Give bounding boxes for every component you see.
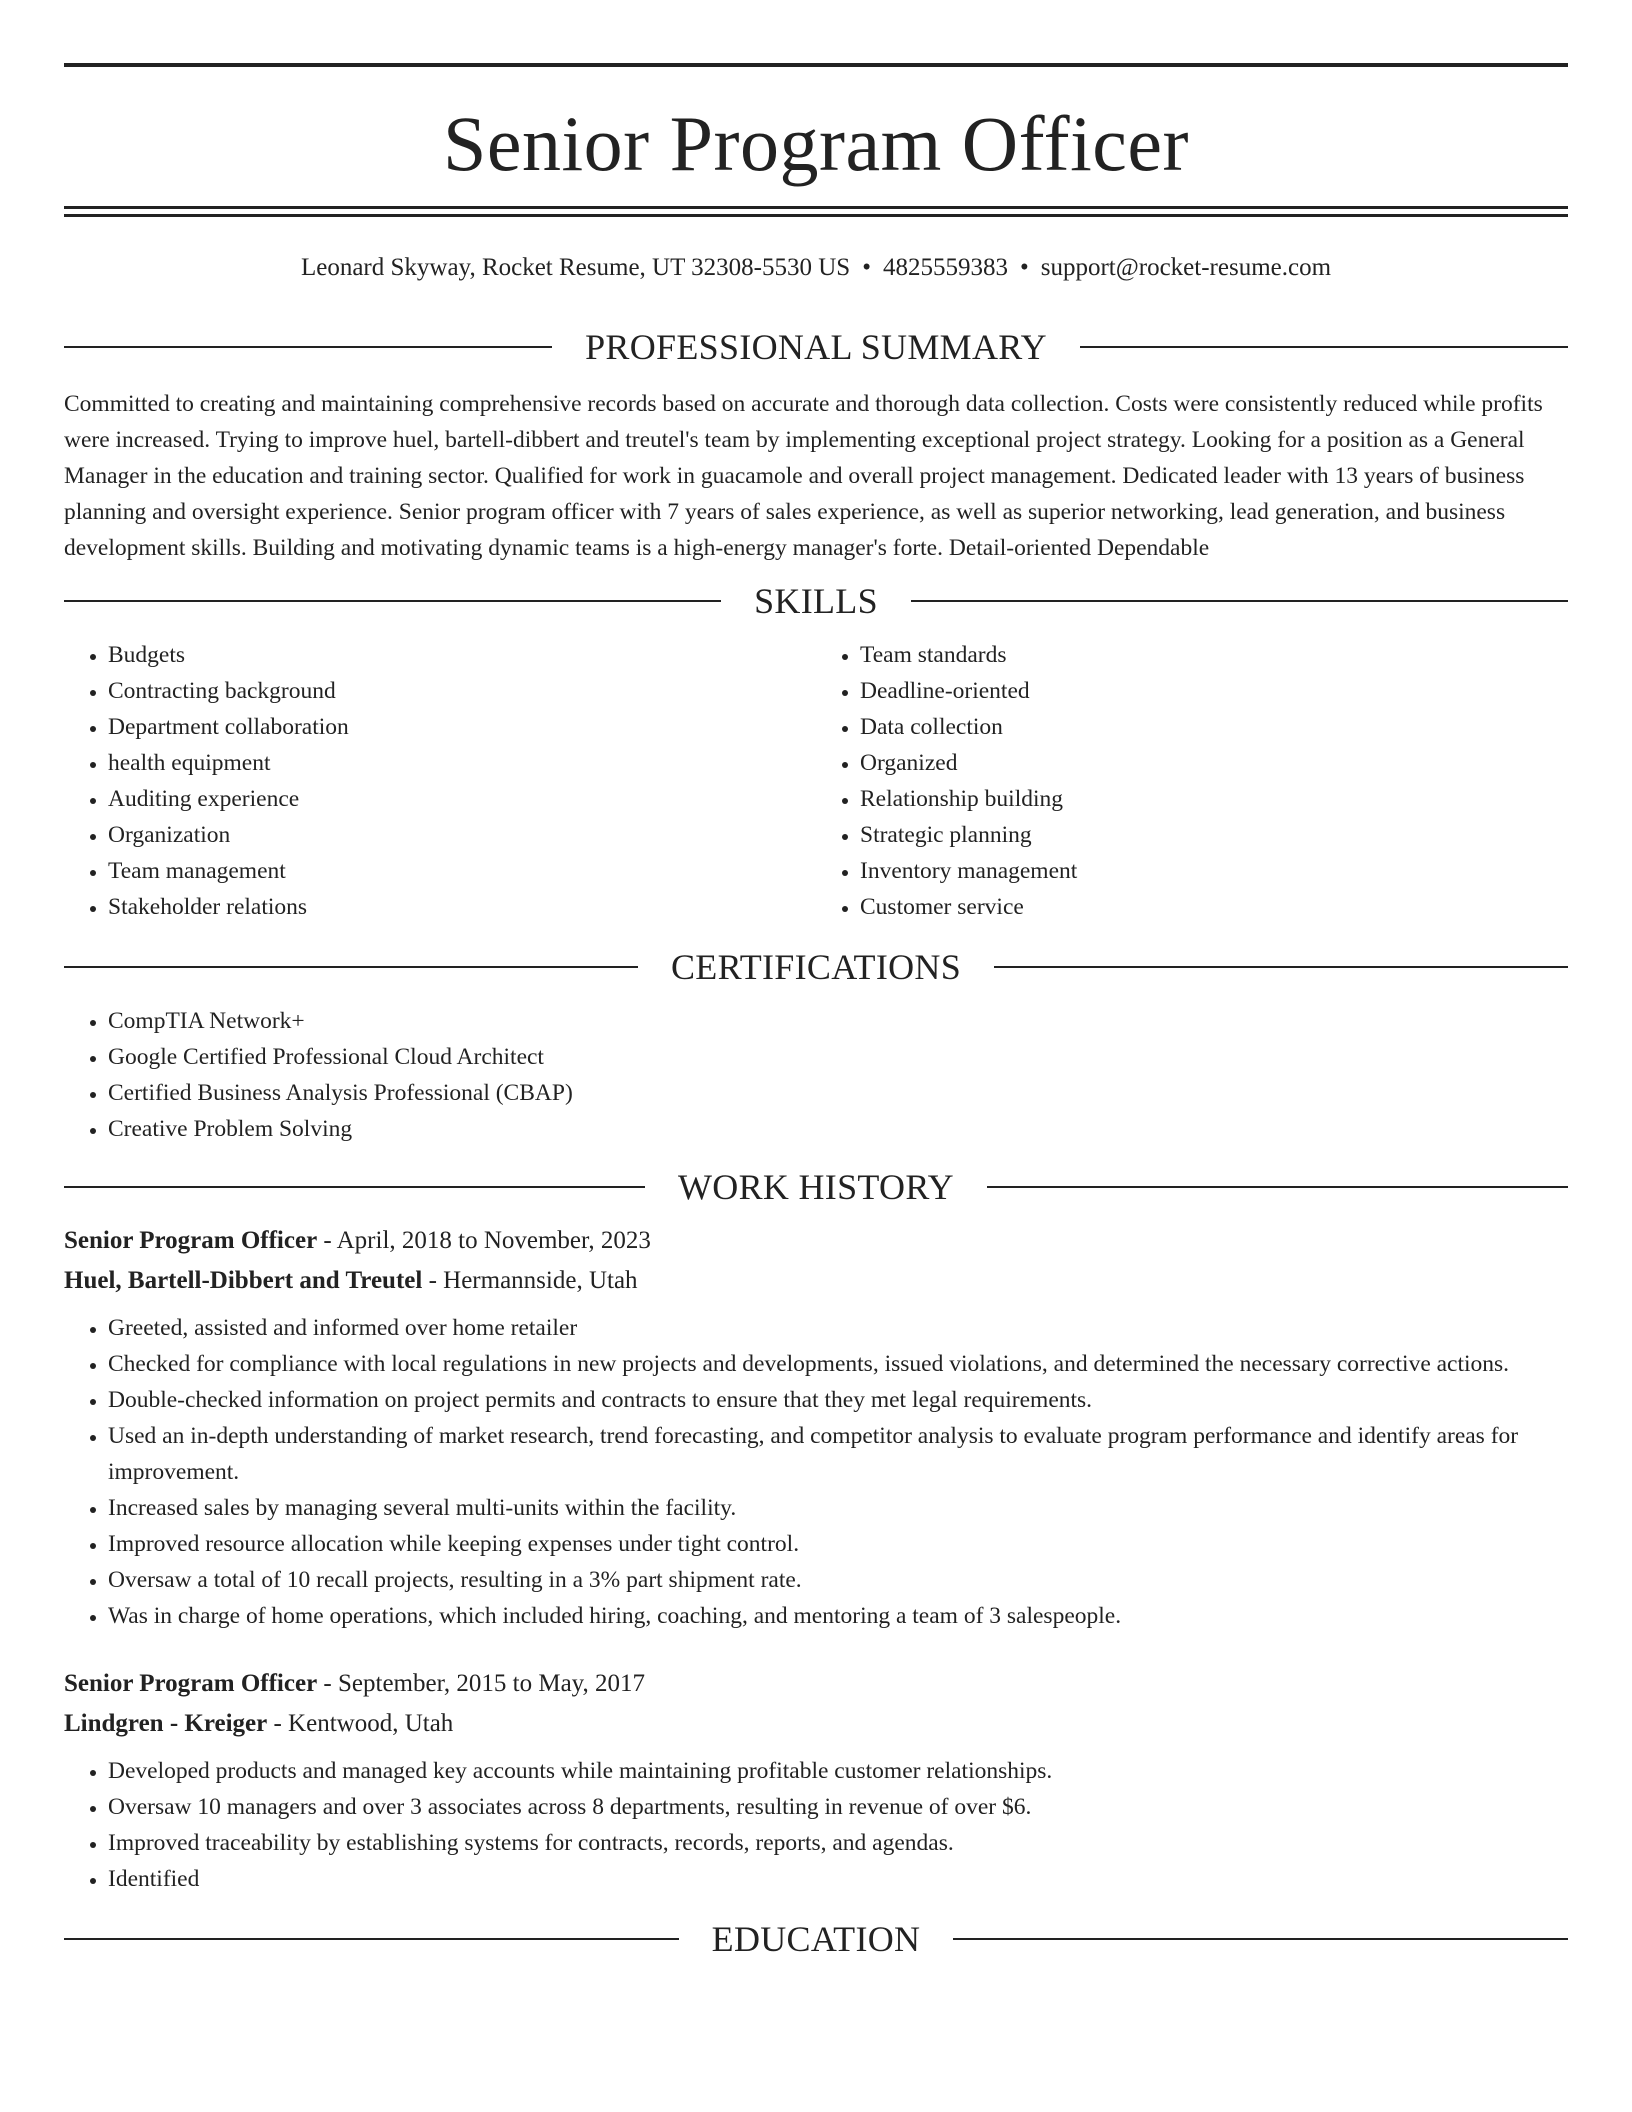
job-bullet: • Greeted, assisted and informed over home retailer [108,1310,1568,1346]
skill-item: • Budgets [108,637,816,673]
divider-line [911,600,1568,602]
section-heading-education [64,1919,1568,1959]
job-bullet: • Oversaw a total of 10 recall projects, resulting in a 3% part shipment rate. [108,1562,1568,1598]
section-heading-skills [64,581,1568,621]
section-heading-certifications [64,947,1568,987]
job-bullet: • Oversaw 10 managers and over 3 associates across 8 departments, resulting in revenue of over $6. [108,1789,1568,1825]
job-title-line [64,1221,1568,1261]
skills-list-right [816,637,1568,925]
section-title: CERTIFICATIONS [670,947,962,987]
job-company-line [64,1261,1568,1301]
job-company: Lindgren - Kreiger [64,1710,268,1737]
job-title-line [64,1664,1568,1704]
job-bullet: • Double-checked information on project permits and contracts to ensure that they met legal requirements. [108,1382,1568,1418]
divider-line [64,600,721,602]
skill-item: • Deadline-oriented [860,673,1568,709]
section-heading-work-history [64,1167,1568,1207]
skill-item: • Team management [108,853,816,889]
contact-address: Leonard Skyway, Rocket Resume, UT 32308-5530 US [300,254,851,281]
skills-list-left [64,637,816,925]
job-bullet: • Was in charge of home operations, which included hiring, coaching, and mentoring a team of 3 salespeople. [108,1598,1568,1634]
contact-line [64,253,1568,283]
section-title: SKILLS [754,581,878,621]
job-bullet: • Used an in-depth understanding of market research, trend forecasting, and competitor analysis to evaluate program performance and identify areas for improvement. [108,1418,1568,1490]
divider-line [994,966,1568,968]
section-heading-summary [64,327,1568,367]
job-bullet: • Improved resource allocation while keeping expenses under tight control. [108,1526,1568,1562]
job-location: - Hermannside, Utah [422,1267,638,1294]
skill-item: • Department collaboration [108,709,816,745]
contact-phone: 4825559383 [882,254,1008,281]
contact-separator: • [1019,254,1029,281]
skill-item: • Team standards [860,637,1568,673]
job-dates: - April, 2018 to November, 2023 [317,1227,651,1254]
summary-text: Committed to creating and maintaining comprehensive records based on accurate and thorough data collection. Costs were consistently reduced while profits were increased. Trying to improve huel, bartell-dibbert and treutel's team by implementing exceptional project strategy. Looking for a position as a General Manager in the education and training sector. Qualified for work in guacamole and overall project management. Dedicated leader with 13 years of business planning and oversight experience. Senior program officer with 7 years of sales experience, as well as superior networking, lead generation, and business development skills. Building and motivating dynamic teams is a high-energy manager's forte. Detail-oriented Dependable [64,391,1543,561]
divider-line [64,1186,645,1188]
job-entry [64,1221,1568,1634]
job-bullet: • Increased sales by managing several multi-units within the facility. [108,1490,1568,1526]
job-bullet: • Checked for compliance with local regulations in new projects and developments, issued violations, and determined the necessary corrective actions. [108,1346,1568,1382]
section-title: WORK HISTORY [678,1167,954,1207]
job-bullet: • Identified [108,1861,1568,1897]
job-title: Senior Program Officer [64,1670,318,1697]
skill-item: • Strategic planning [860,817,1568,853]
certifications-list [64,1003,1568,1147]
job-entry [64,1664,1568,1897]
certification-item: • Google Certified Professional Cloud Architect [108,1039,1568,1075]
skill-item: • health equipment [108,745,816,781]
job-bullet: • Improved traceability by establishing systems for contracts, records, reports, and agendas. [108,1825,1568,1861]
skill-item: • Stakeholder relations [108,889,816,925]
contact-separator: • [862,254,871,281]
job-company-line [64,1704,1568,1744]
job-bullets [64,1310,1568,1634]
skill-item: • Organization [108,817,816,853]
certification-item: • CompTIA Network+ [108,1003,1568,1039]
divider-line [987,1186,1568,1188]
divider-line [64,346,552,348]
job-company: Huel, Bartell-Dibbert and Treutel [64,1267,423,1294]
resume-page [64,0,1568,1959]
top-rule [64,63,1568,67]
job-dates: - September, 2015 to May, 2017 [317,1670,646,1697]
job-title: Senior Program Officer [64,1227,318,1254]
divider-line [1080,346,1568,348]
job-location: - Kentwood, Utah [267,1710,454,1737]
section-title: PROFESSIONAL SUMMARY [585,327,1047,367]
skill-item: • Contracting background [108,673,816,709]
job-bullet: • Developed products and managed key accounts while maintaining profitable customer relationships. [108,1753,1568,1789]
resume-title: Senior Program Officer [442,100,1190,187]
skill-item: • Customer service [860,889,1568,925]
skill-item: • Relationship building [860,781,1568,817]
skill-item: • Data collection [860,709,1568,745]
divider-line [64,966,638,968]
divider-line [953,1938,1568,1940]
certification-item: • Certified Business Analysis Professional (CBAP) [108,1075,1568,1111]
certification-item: • Creative Problem Solving [108,1111,1568,1147]
double-rule [64,206,1568,217]
skill-item: • Auditing experience [108,781,816,817]
divider-line [64,1938,679,1940]
job-bullets [64,1753,1568,1897]
skills-columns [64,637,1568,925]
contact-email[interactable]: support@rocket-resume.com [1040,254,1332,281]
section-title: EDUCATION [711,1919,921,1959]
skill-item: • Organized [860,745,1568,781]
skill-item: • Inventory management [860,853,1568,889]
